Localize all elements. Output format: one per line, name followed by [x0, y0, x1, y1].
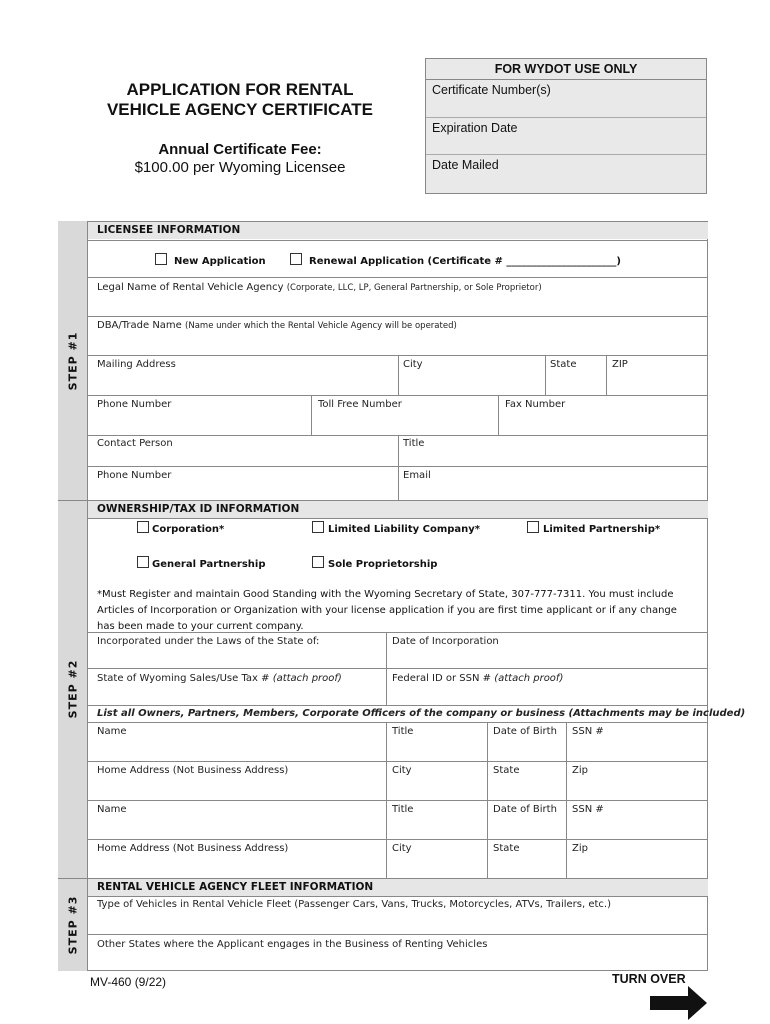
corporation-checkbox[interactable] — [137, 521, 149, 533]
date-mailed-field[interactable]: Date Mailed — [432, 158, 499, 172]
limited-partnership-checkbox[interactable] — [527, 521, 539, 533]
wydot-use-box — [425, 58, 707, 194]
owner2-city-field[interactable]: City — [392, 843, 412, 854]
owner2-dob-field[interactable]: Date of Birth — [493, 804, 557, 815]
owner2-zip-field[interactable]: Zip — [572, 843, 588, 854]
owner1-title-field[interactable]: Title — [392, 726, 414, 737]
state-field[interactable]: State — [550, 359, 577, 370]
step3-tab: STEP #3 — [58, 878, 88, 971]
incorporated-state-field[interactable]: Incorporated under the Laws of the State of: — [97, 636, 320, 647]
city-field[interactable]: City — [403, 359, 423, 370]
owner1-city-field[interactable]: City — [392, 765, 412, 776]
general-partnership-checkbox[interactable] — [137, 556, 149, 568]
llc-checkbox[interactable] — [312, 521, 324, 533]
owner2-ssn-field[interactable]: SSN # — [572, 804, 604, 815]
fee-label: Annual Certificate Fee: — [158, 141, 322, 158]
fleet-info-header: RENTAL VEHICLE AGENCY FLEET INFORMATION — [97, 881, 374, 893]
contact-phone-field[interactable]: Phone Number — [97, 470, 172, 481]
step2-tab: STEP #2 — [58, 500, 88, 878]
renewal-application-label: Renewal Application (Certificate # ______________________) — [309, 256, 621, 267]
owner2-title-field[interactable]: Title — [392, 804, 414, 815]
fee-value: $100.00 per Wyoming Licensee — [134, 159, 346, 176]
sole-proprietorship-label: Sole Proprietorship — [328, 559, 438, 570]
federal-id-field[interactable]: Federal ID or SSN # (attach proof) — [392, 673, 564, 684]
owner1-name-field[interactable]: Name — [97, 726, 127, 737]
form-title-line1: APPLICATION FOR RENTAL — [126, 80, 354, 99]
phone-number-field[interactable]: Phone Number — [97, 399, 172, 410]
zip-field[interactable]: ZIP — [612, 359, 628, 370]
owner1-home-address-field[interactable]: Home Address (Not Business Address) — [97, 765, 289, 776]
sales-tax-field[interactable]: State of Wyoming Sales/Use Tax # (attach proof) — [97, 673, 342, 684]
toll-free-number-field[interactable]: Toll Free Number — [318, 399, 402, 410]
form-title-line2: VEHICLE AGENCY CERTIFICATE — [106, 100, 374, 119]
sole-proprietorship-checkbox[interactable] — [312, 556, 324, 568]
owner2-home-address-field[interactable]: Home Address (Not Business Address) — [97, 843, 289, 854]
vehicle-types-field[interactable]: Type of Vehicles in Rental Vehicle Fleet (Passenger Cars, Vans, Trucks, Motorcycles, ATVs, Trailers, etc.) — [97, 899, 612, 910]
new-application-checkbox[interactable] — [155, 253, 167, 265]
owner1-dob-field[interactable]: Date of Birth — [493, 726, 557, 737]
owners-list-header: List all Owners, Partners, Members, Corporate Officers of the company or business (Attachments may be included) — [97, 708, 746, 719]
licensee-info-header: LICENSEE INFORMATION — [97, 224, 241, 236]
registration-note: *Must Register and maintain Good Standing with the Wyoming Secretary of State, 307-777-7311. You must include Articles of Incorporation or Organization with your license application if you are first time applicant or if any change has been made to your current company. — [97, 589, 677, 632]
form-number: MV-460 (9/22) — [90, 975, 167, 989]
other-states-field[interactable]: Other States where the Applicant engages in the Business of Renting Vehicles — [97, 939, 488, 950]
renewal-application-checkbox[interactable] — [290, 253, 302, 265]
owner1-zip-field[interactable]: Zip — [572, 765, 588, 776]
email-field[interactable]: Email — [403, 470, 431, 481]
corporation-label: Corporation* — [152, 524, 225, 535]
owner1-ssn-field[interactable]: SSN # — [572, 726, 604, 737]
turn-over-label: TURN OVER — [612, 972, 686, 986]
form-title — [80, 80, 400, 120]
wydot-header: FOR WYDOT USE ONLY — [426, 59, 706, 80]
limited-partnership-label: Limited Partnership* — [543, 524, 661, 535]
arrow-right-icon — [650, 986, 708, 1020]
date-of-incorporation-field[interactable]: Date of Incorporation — [392, 636, 499, 647]
legal-name-field[interactable]: Legal Name of Rental Vehicle Agency (Corporate, LLC, LP, General Partnership, or Sole Proprietor) — [97, 282, 542, 293]
owner2-state-field[interactable]: State — [493, 843, 520, 854]
llc-label: Limited Liability Company* — [328, 524, 481, 535]
new-application-label: New Application — [174, 256, 266, 267]
ownership-header: OWNERSHIP/TAX ID INFORMATION — [97, 503, 300, 515]
contact-person-field[interactable]: Contact Person — [97, 438, 173, 449]
mailing-address-field[interactable]: Mailing Address — [97, 359, 176, 370]
step1-tab: STEP #1 — [58, 221, 88, 500]
fax-number-field[interactable]: Fax Number — [505, 399, 566, 410]
dba-trade-name-field[interactable]: DBA/Trade Name (Name under which the Rental Vehicle Agency will be operated) — [97, 320, 457, 331]
owner2-name-field[interactable]: Name — [97, 804, 127, 815]
expiration-date-field[interactable]: Expiration Date — [432, 121, 518, 135]
owner1-state-field[interactable]: State — [493, 765, 520, 776]
general-partnership-label: General Partnership — [152, 559, 266, 570]
certificate-number-field[interactable]: Certificate Number(s) — [432, 83, 551, 97]
contact-title-field[interactable]: Title — [403, 438, 425, 449]
